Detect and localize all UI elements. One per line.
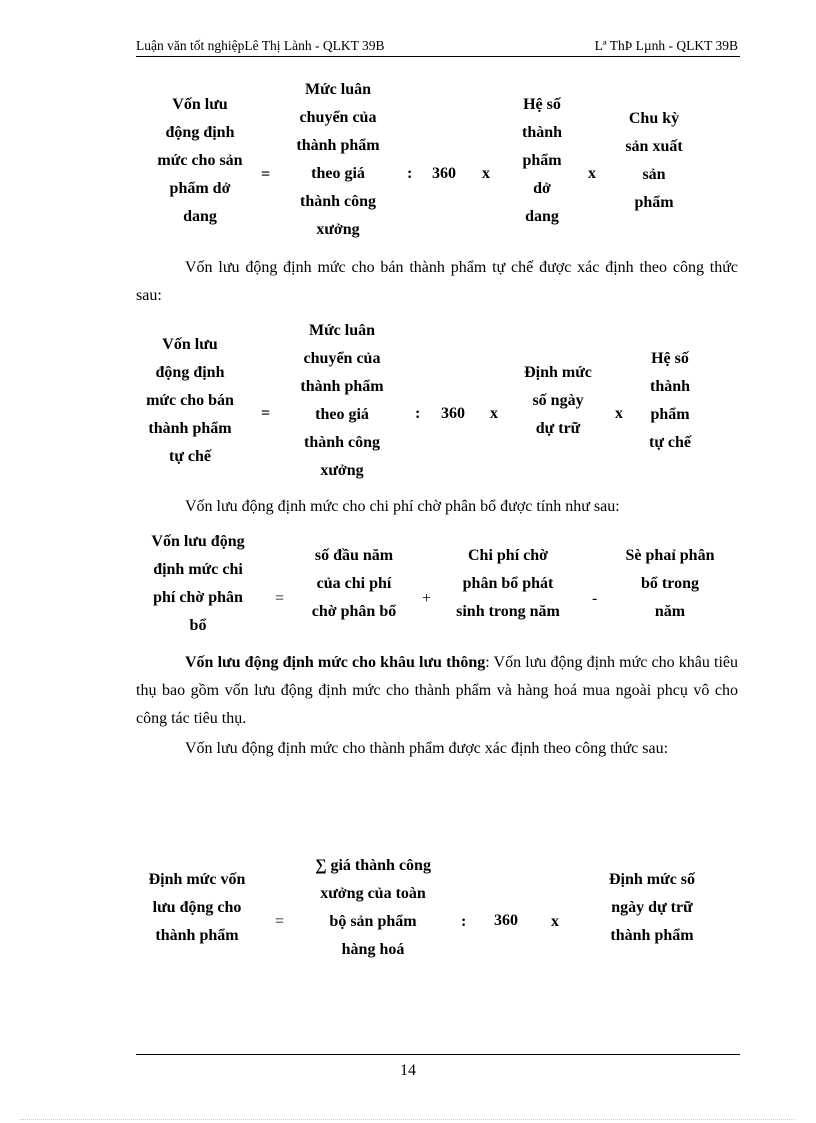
formula-line: Hệ số bbox=[651, 350, 689, 367]
formula-line: sinh trong năm bbox=[456, 603, 560, 620]
formula-line: dự trữ bbox=[535, 420, 581, 437]
formula3-term2 bbox=[438, 542, 578, 626]
formula-line: thành phẩm bbox=[610, 927, 694, 944]
formula-line: thành phẩm bbox=[300, 378, 384, 395]
formula-line: định mức chi bbox=[153, 561, 243, 578]
page-header bbox=[136, 38, 740, 57]
formula-line: sản xuất bbox=[625, 138, 683, 155]
formula2-360: 360 bbox=[441, 405, 465, 422]
formula-line: ngày dự trữ bbox=[611, 899, 693, 916]
formula-line: chuyển của bbox=[299, 109, 377, 126]
formula2-times2: x bbox=[615, 405, 623, 422]
formula1-360: 360 bbox=[432, 165, 456, 182]
formula-line: phí chờ phân bbox=[153, 589, 243, 606]
formula-line: chuyển của bbox=[303, 350, 381, 367]
formula-line: Sè phaỉ phân bbox=[625, 547, 715, 564]
formula-line: ∑ giá thành công bbox=[315, 857, 431, 874]
formula-line: dở bbox=[533, 180, 551, 197]
formula3-lhs bbox=[130, 528, 266, 640]
formula3-equals: = bbox=[275, 590, 285, 607]
formula-line: Mức luân bbox=[308, 322, 376, 339]
paragraph-circulation-heading: Vốn lưu động định mức cho khâu lưu thông bbox=[185, 654, 486, 671]
formula-line: mức cho bán bbox=[146, 392, 234, 409]
formula-line: chờ phân bổ bbox=[311, 603, 397, 620]
paragraph-circulation: Vốn lưu động định mức cho khâu lưu thông: Vốn lưu động định mức cho khâu tiêu thụ bao gồm vốn lưu động định mức cho thành phẩm và hàng hoá mua ngoài phcụ vô cho công tác tiêu thụ. bbox=[136, 654, 738, 727]
formula2-term2 bbox=[510, 359, 606, 443]
formula-line: tự chế bbox=[648, 434, 692, 451]
formula-line: Định mức bbox=[524, 364, 592, 381]
formula-line: động định bbox=[155, 364, 225, 381]
formula-line: phân bổ phát bbox=[462, 575, 554, 592]
formula-line: thành phẩm bbox=[155, 927, 239, 944]
formula1-times1: x bbox=[482, 165, 490, 182]
formula4-divide: : bbox=[461, 913, 467, 930]
header-right: Lª ThÞ Lµnh - QLKT 39B bbox=[594, 38, 738, 53]
formula-line: dang bbox=[525, 208, 559, 225]
formula-line: bổ bbox=[189, 617, 207, 634]
formula3-term1 bbox=[294, 542, 414, 626]
formula1-lhs bbox=[130, 91, 270, 231]
formula2-equals: = bbox=[261, 405, 271, 422]
paragraph-finished-goods: Vốn lưu động định mức cho thành phẩm được xác định theo công thức sau: bbox=[185, 740, 669, 757]
formula-line: số ngày bbox=[532, 392, 584, 409]
footer-divider bbox=[136, 1054, 740, 1055]
formula-line: bộ sản phẩm bbox=[329, 913, 417, 930]
formula-line: số đầu năm bbox=[314, 547, 394, 564]
formula4-term2 bbox=[592, 866, 712, 950]
paragraph-deferred-cost: Vốn lưu động định mức cho chi phí chờ phân bổ được tính như sau: bbox=[185, 498, 620, 515]
formula-line: của chi phí bbox=[316, 575, 392, 592]
formula-finished-goods bbox=[130, 853, 750, 973]
formula1-divide: : bbox=[407, 165, 413, 182]
formula-line: xưởng của toàn bbox=[320, 885, 426, 902]
formula-line: theo giá bbox=[311, 165, 365, 182]
formula-line: thành phẩm bbox=[296, 137, 380, 154]
formula-line: mức cho sản bbox=[157, 152, 243, 169]
formula-line: năm bbox=[654, 603, 686, 620]
formula4-lhs bbox=[130, 866, 264, 950]
formula-line: phẩm bbox=[634, 194, 674, 211]
formula2-term1 bbox=[282, 317, 402, 485]
formula4-term1 bbox=[296, 852, 450, 964]
formula-line: lưu động cho bbox=[152, 899, 242, 916]
formula-line: Định mức vốn bbox=[148, 871, 246, 888]
formula4-equals: = bbox=[275, 913, 285, 930]
formula-deferred-cost bbox=[130, 528, 750, 638]
formula-line: Vốn lưu động bbox=[151, 533, 245, 550]
formula3-minus: - bbox=[592, 590, 598, 607]
formula-line: phẩm bbox=[522, 152, 562, 169]
page-number: 14 bbox=[400, 1062, 416, 1079]
formula1-term3 bbox=[606, 105, 702, 217]
formula2-divide: : bbox=[415, 405, 421, 422]
formula1-term1 bbox=[278, 76, 398, 244]
formula-line: Mức luân bbox=[304, 81, 372, 98]
formula-line: Chu kỳ bbox=[628, 110, 680, 127]
formula-line: Vốn lưu bbox=[172, 96, 228, 113]
formula-line: Chi phí chờ bbox=[468, 547, 548, 564]
formula-line: Hệ số bbox=[523, 96, 561, 113]
formula-semi-finished bbox=[130, 322, 750, 490]
formula2-times1: x bbox=[490, 405, 498, 422]
formula-line: thành công bbox=[299, 193, 377, 210]
page-bottom-edge bbox=[20, 1119, 796, 1120]
formula-line: thành công bbox=[303, 434, 381, 451]
formula-line: xưởng bbox=[316, 221, 360, 238]
formula1-equals: = bbox=[261, 166, 271, 183]
formula4-times: x bbox=[551, 913, 559, 930]
formula-line: dang bbox=[183, 208, 217, 225]
formula2-term3 bbox=[630, 345, 710, 457]
formula-line: thành bbox=[649, 378, 691, 395]
formula-line: thành bbox=[521, 124, 563, 141]
formula-line: theo giá bbox=[315, 406, 369, 423]
formula3-plus: + bbox=[422, 590, 432, 607]
formula2-lhs bbox=[130, 331, 250, 471]
header-left: Luận văn tốt nghiệpLê Thị Lành - QLKT 39B bbox=[136, 38, 385, 53]
formula1-times2: x bbox=[588, 165, 596, 182]
formula-line: Vốn lưu bbox=[162, 336, 218, 353]
formula3-term3 bbox=[608, 542, 732, 626]
formula-work-in-progress bbox=[130, 81, 750, 250]
formula-line: động định bbox=[165, 124, 235, 141]
formula1-term2 bbox=[502, 91, 582, 231]
formula-line: xưởng bbox=[320, 462, 364, 479]
formula-line: bổ trong bbox=[641, 575, 699, 592]
formula-line: sản bbox=[642, 166, 666, 183]
formula-line: phẩm bbox=[650, 406, 690, 423]
formula-line: phẩm dở bbox=[169, 180, 231, 197]
formula-line: Định mức số bbox=[608, 871, 696, 888]
formula-line: thành phẩm bbox=[148, 420, 232, 437]
formula4-360: 360 bbox=[494, 912, 518, 929]
formula-line: tự chế bbox=[168, 448, 212, 465]
paragraph-semi-finished: Vốn lưu động định mức cho bán thành phẩm tự chế được xác định theo công thức sau: bbox=[136, 259, 738, 304]
formula-line: hàng hoá bbox=[341, 941, 405, 958]
